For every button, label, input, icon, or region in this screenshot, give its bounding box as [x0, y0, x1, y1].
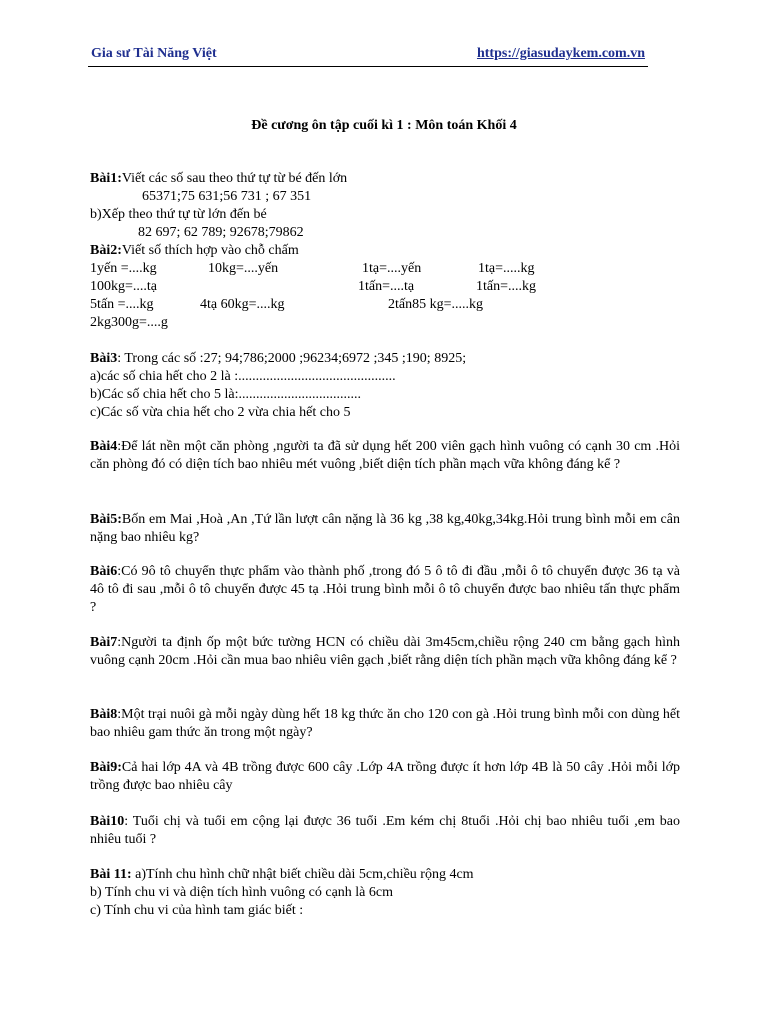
exercise-6 — [90, 563, 680, 617]
conversion-item: 2kg300g=....g — [90, 315, 168, 330]
exercise-6-label: Bài6 — [90, 564, 118, 579]
exercise-10-text: : Tuổi chị và tuổi em cộng lại được 36 tuổi .Em kém chị 8tuổi .Hỏi chị bao nhiêu tuổi ,em bao nhiêu tuổi ? — [90, 814, 680, 847]
exercise-8-text: :Một trại nuôi gà mỗi ngày dùng hết 18 kg thức ăn cho 120 con gà .Hỏi trung bình mỗi con dùng hết bao nhiêu gam thức ăn trong một ngày? — [90, 707, 680, 740]
conversion-row — [90, 296, 680, 314]
conversion-item: 4tạ 60kg=....kg — [200, 297, 285, 312]
exercise-10 — [90, 813, 680, 849]
conversion-item: 1tấn=....tạ — [358, 279, 415, 294]
exercise-7-text: :Người ta định ốp một bức tường HCN có chiều dài 3m45cm,chiều rộng 240 cm bằng gạch hình vuông cạnh 20cm .Hỏi cần mua bao nhiêu viên gạch ,biết rằng diện tích phần mạch vữa không đáng kể ? — [90, 635, 680, 668]
exercise-3-part-a: a)các số chia hết cho 2 là :............................................. — [90, 369, 396, 384]
exercise-11-label: Bài 11: — [90, 867, 132, 882]
header-url-link[interactable]: https://giasudaykem.com.vn — [476, 46, 645, 61]
header-site-name: Gia sư Tài Năng Việt — [91, 46, 217, 61]
conversion-item: 1tấn=....kg — [476, 279, 536, 294]
exercise-1-text: Viết các số sau theo thứ tự từ bé đến lớn — [121, 171, 348, 186]
conversion-row — [90, 278, 680, 296]
exercise-7 — [90, 634, 680, 670]
exercise-3-part-b: b)Các số chia hết cho 5 là:................................... — [90, 387, 362, 402]
exercise-8-label: Bài8 — [90, 707, 118, 722]
exercise-3-label: Bài3 — [90, 351, 118, 366]
exercise-6-text: :Có 9ô tô chuyển thực phẩm vào thành phố ,trong đó 5 ô tô đi đầu ,mỗi ô tô chuyển được 36 tạ và 4ô tô đi sau ,mỗi ô tô chuyển được 45 tạ .Hỏi trung bình mỗi ô tô chuyển được bao nhiêu tấn thực phẩm ? — [90, 564, 680, 615]
exercise-2 — [90, 242, 680, 332]
conversion-item: 10kg=....yến — [208, 261, 279, 276]
conversion-item: 2tấn85 kg=.....kg — [388, 297, 483, 312]
conversion-item: 1tạ=....yến — [362, 261, 422, 276]
exercise-1-numbers-a: 65371;75 631;56 731 ; 67 351 — [142, 189, 312, 204]
exercise-2-label: Bài2: — [90, 243, 122, 258]
exercise-5-text: Bốn em Mai ,Hoà ,An ,Tứ lần lượt cân nặng là 36 kg ,38 kg,40kg,34kg.Hỏi trung bình mỗi em cân nặng bao nhiêu kg? — [90, 512, 680, 545]
exercise-7-label: Bài7 — [90, 635, 118, 650]
exercise-1-text-b: b)Xếp theo thứ tự từ lớn đến bé — [90, 207, 267, 222]
exercise-9-label: Bài9: — [90, 760, 122, 775]
conversion-row — [90, 260, 680, 278]
conversion-item: 100kg=....tạ — [90, 279, 157, 294]
exercise-5-label: Bài5: — [90, 512, 122, 527]
exercise-3 — [90, 350, 680, 422]
exercise-10-label: Bài10 — [90, 814, 125, 829]
conversion-item: 1yến =....kg — [90, 261, 157, 276]
exercise-3-text: : Trong các số :27; 94;786;2000 ;96234;6972 ;345 ;190; 8925; — [117, 351, 467, 366]
exercise-1 — [90, 170, 680, 242]
conversion-row — [90, 314, 680, 332]
exercise-5 — [90, 511, 680, 547]
exercise-8 — [90, 706, 680, 742]
conversion-item: 5tấn =....kg — [90, 297, 154, 312]
exercise-4-label: Bài4 — [90, 439, 118, 454]
exercise-11-part-c: c) Tính chu vi của hình tam giác biết : — [90, 903, 304, 918]
exercise-11 — [90, 866, 680, 920]
conversion-item: 1tạ=.....kg — [478, 261, 535, 276]
exercise-3-part-c: c)Các số vừa chia hết cho 2 vừa chia hết cho 5 — [90, 405, 351, 420]
exercise-4-text: :Để lát nền một căn phòng ,người ta đã sử dụng hết 200 viên gạch hình vuông có cạnh 30 cm .Hỏi căn phòng đó có diện tích bao nhiêu mét vuông ,biết diện tích phần mạch vữa không đáng kể ? — [90, 439, 680, 472]
exercise-1-label: Bài1: — [90, 171, 122, 186]
document-title: Đề cương ôn tập cuối kì 1 : Môn toán Khối 4 — [251, 118, 517, 133]
exercise-9-text: Cả hai lớp 4A và 4B trồng được 600 cây .Lớp 4A trồng được ít hơn lớp 4B là 50 cây .Hỏi mỗi lớp trồng được bao nhiêu cây — [90, 760, 680, 793]
exercise-2-text: Viết số thích hợp vào chỗ chấm — [121, 243, 299, 258]
exercise-1-numbers-b: 82 697; 62 789; 92678;79862 — [138, 225, 304, 240]
exercise-11-part-a: a)Tính chu hình chữ nhật biết chiều dài 5cm,chiều rộng 4cm — [131, 867, 474, 882]
exercise-9 — [90, 759, 680, 795]
exercise-11-part-b: b) Tính chu vi và diện tích hình vuông có cạnh là 6cm — [90, 885, 394, 900]
exercise-4 — [90, 438, 680, 474]
page-header — [88, 46, 648, 67]
